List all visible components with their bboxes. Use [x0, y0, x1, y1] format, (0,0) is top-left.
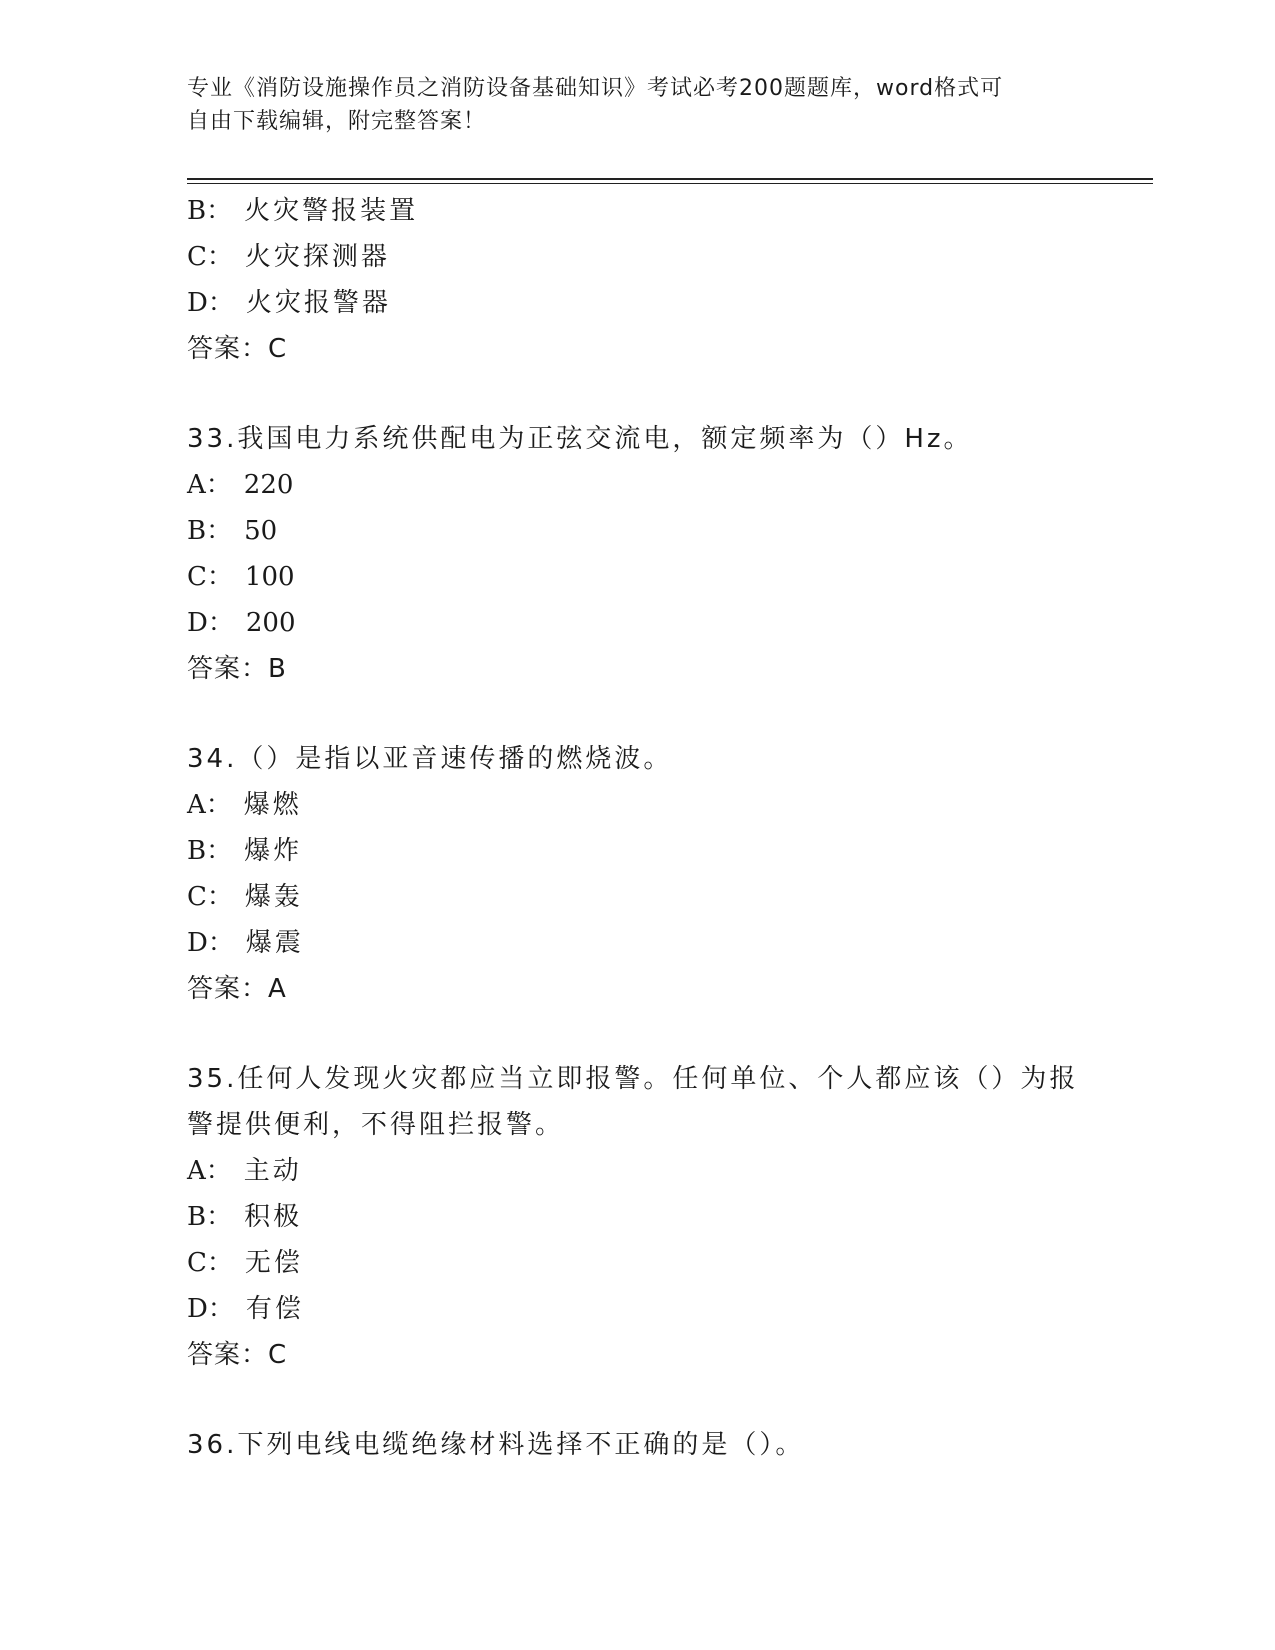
answer-line: 答案：A — [187, 974, 287, 1004]
header-divider — [187, 178, 1153, 184]
option-letter: B — [187, 1202, 207, 1232]
question-stem-line-2: 警提供便利，不得阻拦报警。 — [187, 1110, 565, 1140]
option-text: 200 — [245, 608, 296, 638]
question-list — [187, 188, 1087, 1468]
option-text: 爆炸 — [244, 836, 303, 866]
answer-line: 答案：C — [187, 1340, 288, 1370]
option-separator: ： — [206, 242, 233, 272]
option-text: 火灾报警器 — [245, 288, 391, 318]
option-a — [187, 1148, 1087, 1194]
option-text: 爆震 — [245, 928, 304, 958]
option-letter: B — [187, 196, 207, 226]
question-33 — [187, 416, 1087, 692]
option-letter: A — [187, 470, 206, 500]
spacer — [187, 1012, 1087, 1056]
option-d — [187, 280, 1087, 326]
option-letter: A — [187, 1156, 206, 1186]
option-separator: ： — [205, 790, 232, 820]
option-a — [187, 462, 1087, 508]
option-text: 爆燃 — [243, 790, 302, 820]
option-text: 火灾警报装置 — [244, 196, 419, 226]
option-a — [187, 782, 1087, 828]
option-text: 有偿 — [245, 1294, 304, 1324]
option-b — [187, 1194, 1087, 1240]
option-separator: ： — [205, 1156, 232, 1186]
option-separator: ： — [206, 1202, 233, 1232]
question-stem: 33.我国电力系统供配电为正弦交流电，额定频率为（）Hz。 — [187, 424, 973, 454]
option-text: 爆轰 — [244, 882, 303, 912]
option-c — [187, 874, 1087, 920]
option-separator: ： — [207, 1294, 234, 1324]
option-d — [187, 1286, 1087, 1332]
option-separator: ： — [206, 196, 233, 226]
spacer — [187, 1378, 1087, 1422]
option-letter: A — [187, 790, 206, 820]
option-b — [187, 508, 1087, 554]
option-letter: D — [187, 608, 208, 638]
option-separator: ： — [206, 562, 233, 592]
option-letter: D — [187, 288, 208, 318]
question-36 — [187, 1422, 1087, 1468]
option-b — [187, 828, 1087, 874]
answer-line: 答案：C — [187, 334, 288, 364]
option-separator: ： — [206, 516, 233, 546]
option-text: 积极 — [244, 1202, 303, 1232]
option-text: 50 — [244, 516, 278, 546]
answer-line: 答案：B — [187, 654, 287, 684]
option-letter: C — [187, 562, 207, 592]
option-separator: ： — [207, 928, 234, 958]
option-c — [187, 1240, 1087, 1286]
option-letter: C — [187, 882, 207, 912]
option-letter: B — [187, 516, 207, 546]
option-d — [187, 920, 1087, 966]
option-text: 火灾探测器 — [244, 242, 390, 272]
question-stem-line-1: 35.任何人发现火灾都应当立即报警。任何单位、个人都应该（）为报 — [187, 1064, 1079, 1094]
option-text: 220 — [243, 470, 294, 500]
option-separator: ： — [206, 1248, 233, 1278]
option-c — [187, 554, 1087, 600]
header-line-1: 专业《消防设施操作员之消防设备基础知识》考试必考200题题库，word格式可 — [187, 76, 1004, 101]
option-letter: B — [187, 836, 207, 866]
question-stem: 34.（）是指以亚音速传播的燃烧波。 — [187, 744, 673, 774]
option-separator: ： — [206, 836, 233, 866]
option-letter: C — [187, 242, 207, 272]
option-separator: ： — [207, 288, 234, 318]
option-separator: ： — [207, 608, 234, 638]
option-text: 100 — [244, 562, 295, 592]
option-b — [187, 188, 1087, 234]
question-34 — [187, 736, 1087, 1012]
header-line-2: 自由下载编辑，附完整答案！ — [187, 109, 487, 134]
option-separator: ： — [206, 882, 233, 912]
question-32-continued — [187, 188, 1087, 372]
document-header — [187, 72, 1067, 138]
option-letter: D — [187, 928, 208, 958]
option-separator: ： — [205, 470, 232, 500]
option-text: 主动 — [243, 1156, 302, 1186]
option-letter: C — [187, 1248, 207, 1278]
question-35 — [187, 1056, 1087, 1378]
option-d — [187, 600, 1087, 646]
option-letter: D — [187, 1294, 208, 1324]
question-stem: 36.下列电线电缆绝缘材料选择不正确的是（）。 — [187, 1430, 805, 1460]
spacer — [187, 372, 1087, 416]
option-text: 无偿 — [244, 1248, 303, 1278]
option-c — [187, 234, 1087, 280]
spacer — [187, 692, 1087, 736]
